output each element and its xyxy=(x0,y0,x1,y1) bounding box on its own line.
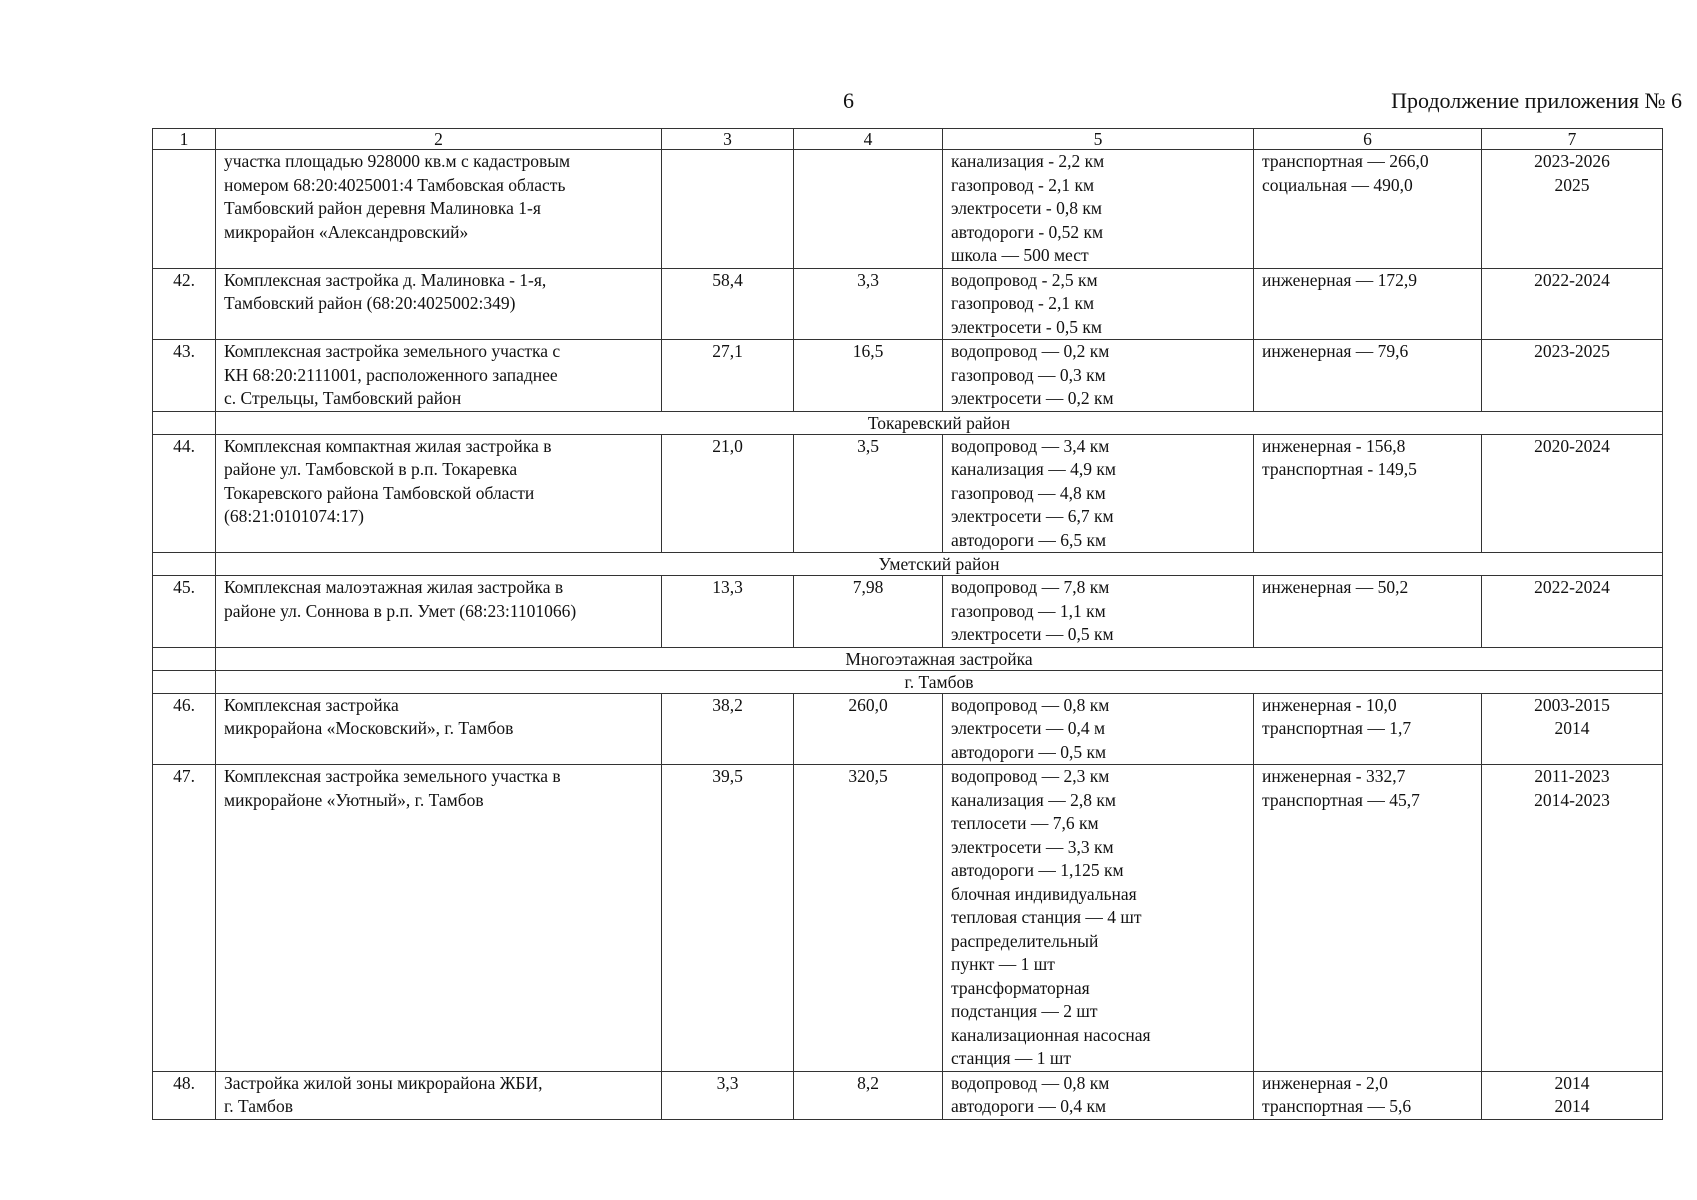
section-empty-cell xyxy=(153,411,216,434)
infrastructure-list-line: электросети - 0,5 км xyxy=(951,316,1102,337)
table-row xyxy=(153,434,1663,553)
project-name xyxy=(216,340,662,412)
project-name-line: Токаревского района Тамбовской области xyxy=(224,482,535,503)
project-name xyxy=(216,434,662,553)
value-col3: 58,4 xyxy=(662,268,794,340)
infrastructure-list-line: газопровод - 2,1 км xyxy=(951,293,1095,313)
table-row xyxy=(153,693,1663,765)
infrastructure-list-line: водопровод - 2,5 км xyxy=(951,269,1098,290)
infrastructure-list-line: автодороги — 1,125 км xyxy=(951,860,1124,880)
value-col3: 27,1 xyxy=(662,340,794,412)
section-row xyxy=(153,670,1663,693)
project-name-line: Тамбовский район (68:20:4025002:349) xyxy=(224,293,516,313)
infrastructure-list xyxy=(943,765,1254,1072)
infrastructure-list-line: канализационная насосная xyxy=(951,1024,1151,1045)
infrastructure-cost-line: транспортная - 149,5 xyxy=(1262,459,1417,479)
project-name-line: микрорайоне «Уютный», г. Тамбов xyxy=(224,789,484,810)
section-empty-cell xyxy=(153,553,216,576)
project-name xyxy=(216,1071,662,1119)
infrastructure-list-line: электросети — 0,4 м xyxy=(951,718,1106,738)
value-col4 xyxy=(794,150,943,269)
period-line: 2014-2023 xyxy=(1534,789,1610,810)
project-name-line: Комплексная застройка земельного участка в xyxy=(224,766,561,786)
infrastructure-cost xyxy=(1254,1071,1482,1119)
infrastructure-list-line: подстанция — 2 шт xyxy=(951,1001,1098,1021)
infrastructure-cost-line: социальная — 490,0 xyxy=(1262,174,1413,195)
period xyxy=(1482,340,1663,412)
row-number xyxy=(153,150,216,269)
project-name-line: номером 68:20:4025001:4 Тамбовская область xyxy=(224,174,566,195)
infrastructure-list-line: газопровод — 1,1 км xyxy=(951,600,1106,621)
infrastructure-list-line: электросети — 6,7 км xyxy=(951,506,1114,526)
infrastructure-cost-line: транспортная — 5,6 xyxy=(1262,1096,1412,1116)
period xyxy=(1482,576,1663,648)
period-line: 2014 xyxy=(1554,1096,1590,1116)
section-title: Многоэтажная застройка xyxy=(216,647,1663,670)
project-name-line: микрорайон «Александровский» xyxy=(224,221,469,242)
infrastructure-list-line: теплосети — 7,6 км xyxy=(951,813,1099,833)
period-line: 2014 xyxy=(1554,1072,1590,1093)
infrastructure-list-line: блочная индивидуальная xyxy=(951,883,1137,904)
row-number: 42. xyxy=(153,268,216,340)
row-number: 48. xyxy=(153,1071,216,1119)
column-header: 1 xyxy=(153,129,216,150)
section-title: Уметский район xyxy=(216,553,1663,576)
infrastructure-cost-line: транспортная — 1,7 xyxy=(1262,718,1412,738)
table-row xyxy=(153,1071,1663,1119)
table-row xyxy=(153,150,1663,269)
project-name-line: Комплексная застройка земельного участка с xyxy=(224,341,561,361)
period xyxy=(1482,693,1663,765)
infrastructure-list-line: тепловая станция — 4 шт xyxy=(951,907,1142,927)
infrastructure-list-line: автодороги - 0,52 км xyxy=(951,221,1104,242)
period-line: 2023-2026 xyxy=(1534,151,1610,171)
infrastructure-list-line: автодороги — 6,5 км xyxy=(951,529,1107,550)
value-col3: 38,2 xyxy=(662,693,794,765)
infrastructure-cost xyxy=(1254,434,1482,553)
infrastructure-list-line: газопровод - 2,1 км xyxy=(951,174,1095,195)
row-number: 43. xyxy=(153,340,216,412)
project-name-line: г. Тамбов xyxy=(224,1096,293,1116)
project-name-line: КН 68:20:2111001, расположенного западнее xyxy=(224,364,558,385)
row-number: 45. xyxy=(153,576,216,648)
column-header: 5 xyxy=(943,129,1254,150)
infrastructure-list xyxy=(943,150,1254,269)
infrastructure-list-line: школа — 500 мест xyxy=(951,245,1089,265)
project-name-line: Тамбовский район деревня Малиновка 1-я xyxy=(224,198,541,218)
row-number: 44. xyxy=(153,434,216,553)
infrastructure-cost xyxy=(1254,268,1482,340)
infrastructure-list xyxy=(943,693,1254,765)
period-line: 2022-2024 xyxy=(1534,269,1610,290)
infrastructure-list-line: канализация — 4,9 км xyxy=(951,459,1116,479)
project-name-line: Комплексная малоэтажная жилая застройка в xyxy=(224,577,564,597)
infrastructure-list xyxy=(943,576,1254,648)
period-line: 2022-2024 xyxy=(1534,577,1610,597)
table-row xyxy=(153,576,1663,648)
table-row xyxy=(153,340,1663,412)
project-name-line: Комплексная застройка xyxy=(224,694,399,715)
infrastructure-list-line: водопровод — 2,3 км xyxy=(951,766,1110,786)
section-row xyxy=(153,647,1663,670)
infrastructure-list-line: распределительный xyxy=(951,930,1099,951)
infrastructure-cost xyxy=(1254,340,1482,412)
infrastructure-list xyxy=(943,434,1254,553)
row-number: 46. xyxy=(153,693,216,765)
period-line: 2003-2015 xyxy=(1534,694,1610,715)
infrastructure-list-line: электросети — 0,2 км xyxy=(951,388,1114,408)
infrastructure-cost-line: инженерная — 172,9 xyxy=(1262,269,1418,290)
section-title: г. Тамбов xyxy=(216,670,1663,693)
project-name-line: участка площадью 928000 кв.м с кадастровым xyxy=(224,151,571,171)
value-col4: 16,5 xyxy=(794,340,943,412)
value-col3: 21,0 xyxy=(662,434,794,553)
infrastructure-list-line: водопровод — 7,8 км xyxy=(951,577,1110,597)
infrastructure-table xyxy=(152,128,1663,1120)
infrastructure-list-line: канализация — 2,8 км xyxy=(951,789,1116,810)
infrastructure-list-line: трансформаторная xyxy=(951,977,1090,998)
infrastructure-list-line: канализация - 2,2 км xyxy=(951,151,1105,171)
infrastructure-list-line: газопровод — 4,8 км xyxy=(951,482,1106,503)
infrastructure-list-line: водопровод — 3,4 км xyxy=(951,435,1110,456)
infrastructure-list-line: электросети — 3,3 км xyxy=(951,836,1114,857)
value-col4: 3,5 xyxy=(794,434,943,553)
period-line: 2020-2024 xyxy=(1534,435,1610,456)
value-col4: 8,2 xyxy=(794,1071,943,1119)
infrastructure-list-line: водопровод — 0,8 км xyxy=(951,694,1110,715)
section-empty-cell xyxy=(153,647,216,670)
table-row xyxy=(153,268,1663,340)
section-row xyxy=(153,411,1663,434)
period xyxy=(1482,268,1663,340)
project-name-line: Застройка жилой зоны микрорайона ЖБИ, xyxy=(224,1072,543,1093)
infrastructure-list-line: автодороги — 0,4 км xyxy=(951,1096,1107,1116)
infrastructure-list-line: электросети - 0,8 км xyxy=(951,198,1102,218)
infrastructure-cost-line: инженерная — 79,6 xyxy=(1262,341,1409,361)
column-header: 2 xyxy=(216,129,662,150)
project-name-line: (68:21:0101074:17) xyxy=(224,506,364,526)
infrastructure-list-line: пункт — 1 шт xyxy=(951,954,1055,974)
period xyxy=(1482,434,1663,553)
infrastructure-cost-line: инженерная - 2,0 xyxy=(1262,1072,1388,1093)
value-col4: 7,98 xyxy=(794,576,943,648)
infrastructure-list-line: автодороги — 0,5 км xyxy=(951,741,1107,762)
infrastructure-cost-line: инженерная - 156,8 xyxy=(1262,435,1406,456)
page-number: 6 xyxy=(843,88,854,113)
project-name-line: микрорайона «Московский», г. Тамбов xyxy=(224,718,514,738)
column-header: 4 xyxy=(794,129,943,150)
section-title: Токаревский район xyxy=(216,411,1663,434)
project-name xyxy=(216,268,662,340)
period-line: 2011-2023 xyxy=(1534,766,1610,786)
value-col3 xyxy=(662,150,794,269)
period xyxy=(1482,765,1663,1072)
period-line: 2023-2025 xyxy=(1534,341,1610,361)
column-header: 3 xyxy=(662,129,794,150)
infrastructure-list-line: водопровод — 0,8 км xyxy=(951,1072,1110,1093)
table-row xyxy=(153,765,1663,1072)
infrastructure-cost xyxy=(1254,576,1482,648)
infrastructure-list-line: станция — 1 шт xyxy=(951,1048,1072,1068)
infrastructure-list xyxy=(943,340,1254,412)
infrastructure-list-line: газопровод — 0,3 км xyxy=(951,364,1106,385)
value-col4: 260,0 xyxy=(794,693,943,765)
value-col4: 3,3 xyxy=(794,268,943,340)
infrastructure-list-line: электросети — 0,5 км xyxy=(951,624,1114,644)
infrastructure-cost xyxy=(1254,765,1482,1072)
project-name xyxy=(216,765,662,1072)
project-name-line: с. Стрельцы, Тамбовский район xyxy=(224,388,462,408)
period-line: 2025 xyxy=(1554,174,1590,195)
infrastructure-cost xyxy=(1254,150,1482,269)
project-name-line: районе ул. Тамбовской в р.п. Токаревка xyxy=(224,459,518,479)
project-name xyxy=(216,576,662,648)
column-number-row xyxy=(153,129,1663,150)
infrastructure-cost-line: инженерная - 10,0 xyxy=(1262,694,1397,715)
infrastructure-cost-line: транспортная — 266,0 xyxy=(1262,151,1429,171)
project-name-line: районе ул. Соннова в р.п. Умет (68:23:1101066) xyxy=(224,600,577,621)
project-name xyxy=(216,150,662,269)
infrastructure-cost-line: инженерная - 332,7 xyxy=(1262,766,1406,786)
period xyxy=(1482,150,1663,269)
value-col3: 3,3 xyxy=(662,1071,794,1119)
infrastructure-list-line: водопровод — 0,2 км xyxy=(951,341,1110,361)
table-body xyxy=(153,150,1663,1120)
project-name-line: Комплексная компактная жилая застройка в xyxy=(224,435,552,456)
period xyxy=(1482,1071,1663,1119)
infrastructure-cost-line: транспортная — 45,7 xyxy=(1262,789,1420,810)
infrastructure-list xyxy=(943,1071,1254,1119)
column-header: 6 xyxy=(1254,129,1482,150)
infrastructure-cost xyxy=(1254,693,1482,765)
value-col3: 13,3 xyxy=(662,576,794,648)
column-header: 7 xyxy=(1482,129,1663,150)
row-number: 47. xyxy=(153,765,216,1072)
appendix-continuation-heading: Продолжение приложения № 6 xyxy=(1391,88,1682,113)
project-name-line: Комплексная застройка д. Малиновка - 1-я, xyxy=(224,269,547,290)
value-col3: 39,5 xyxy=(662,765,794,1072)
section-empty-cell xyxy=(153,670,216,693)
value-col4: 320,5 xyxy=(794,765,943,1072)
project-name xyxy=(216,693,662,765)
section-row xyxy=(153,553,1663,576)
period-line: 2014 xyxy=(1554,718,1590,738)
infrastructure-cost-line: инженерная — 50,2 xyxy=(1262,577,1409,597)
infrastructure-list xyxy=(943,268,1254,340)
